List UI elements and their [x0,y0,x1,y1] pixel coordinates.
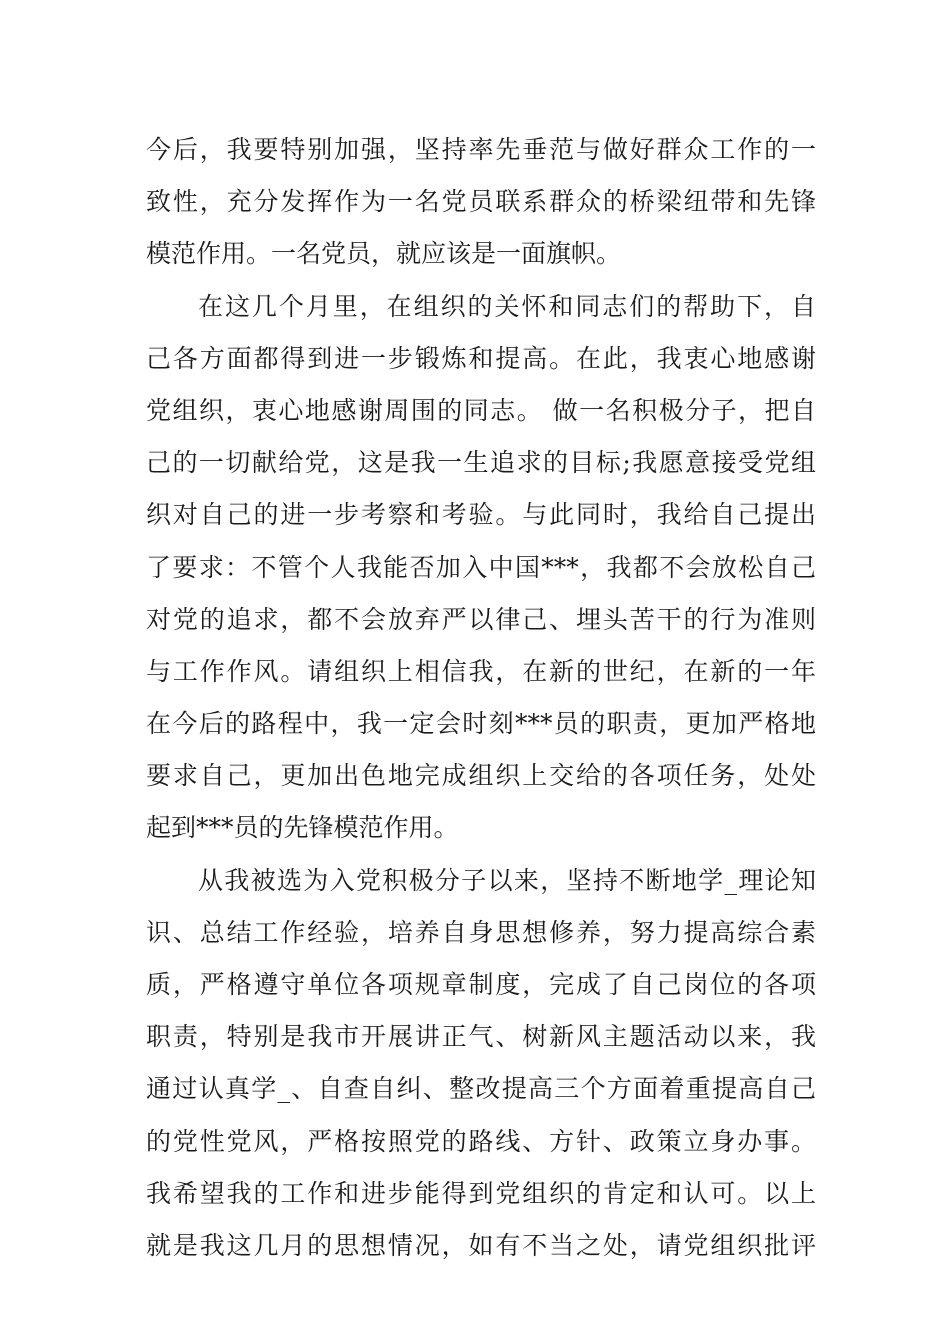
text-line: 了要求：不管个人我能否加入中国***，我都不会放松自己 [146,552,816,582]
text-line: 的党性党风，严格按照党的路线、方针、政策立身办事。 [146,1126,816,1156]
text-line: 识、总结工作经验，培养自身思想修养，努力提高综合素 [146,917,816,947]
text-line: 就是我这几月的思想情况，如有不当之处，请党组织批评 [146,1230,816,1260]
text-line: 致性，充分发挥作为一名党员联系群众的桥梁纽带和先锋 [146,187,816,217]
text-line: 与工作作风。请组织上相信我，在新的世纪，在新的一年 [146,656,816,686]
text-line: 通过认真学_、自查自纠、整改提高三个方面着重提高自己 [146,1074,816,1104]
text-line: 职责，特别是我市开展讲正气、树新风主题活动以来，我 [146,1022,816,1052]
text-line: 己各方面都得到进一步锻炼和提高。在此，我衷心地感谢 [146,343,816,373]
paragraph-1 [146,124,816,281]
text-line: 在这几个月里，在组织的关怀和同志们的帮助下，自 [198,291,816,321]
text-line: 对党的追求，都不会放弃严以律己、埋头苦干的行为准则 [146,604,816,634]
document-body [146,124,816,1272]
text-line: 起到***员的先锋模范作用。 [146,813,459,843]
text-line: 党组织，衷心地感谢周围的同志。 做一名积极分子，把自 [146,395,816,425]
text-line: 从我被选为入党积极分子以来，坚持不断地学_理论知 [198,865,816,895]
text-line: 质，严格遵守单位各项规章制度，完成了自己岗位的各项 [146,970,816,999]
text-line: 在今后的路程中，我一定会时刻***员的职责，更加严格地 [146,709,816,739]
paragraph-2 [146,281,816,855]
paragraph-3 [146,855,816,1273]
text-line: 我希望我的工作和进步能得到党组织的肯定和认可。以上 [146,1178,816,1208]
text-line: 模范作用。一名党员，就应该是一面旗帜。 [146,239,622,269]
text-line: 己的一切献给党，这是我一生追求的目标;我愿意接受党组 [146,448,816,478]
text-line: 要求自己，更加出色地完成组织上交给的各项任务，处处 [146,761,816,791]
text-line: 今后，我要特别加强，坚持率先垂范与做好群众工作的一 [146,135,816,164]
text-line: 织对自己的进一步考察和考验。与此同时，我给自己提出 [146,500,816,530]
